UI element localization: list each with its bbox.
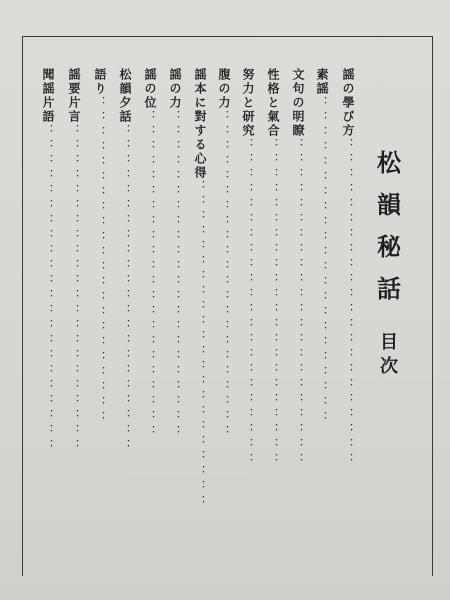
toc-leader-dots: ：：：：：：：：：：：：：：：：：：：：：： bbox=[168, 110, 182, 440]
toc-heading: 目次 bbox=[377, 332, 398, 380]
toc-entry-title: 謡本に對する心得 bbox=[193, 68, 207, 180]
toc-entry bbox=[238, 68, 258, 598]
toc-entry-title: 語り bbox=[93, 68, 107, 96]
toc-leader-dots: ：：：：：：：：：：：：：：：：：：：：：： bbox=[67, 124, 81, 454]
toc-leader-dots: ：：：：：：：：：：：：：：：：：：：：：： bbox=[118, 124, 132, 454]
toc-entry-title: 謡の位 bbox=[143, 68, 157, 110]
toc-entry-title: 素謡 bbox=[315, 68, 329, 96]
toc-entry-title: 謡要片言 bbox=[67, 68, 81, 124]
toc-leader-dots: ：：：：：：：：：：：：：：：：：：：：：： bbox=[241, 138, 255, 468]
toc-entry bbox=[38, 68, 58, 598]
toc-entry bbox=[288, 68, 308, 598]
toc-leader-dots: ：：：：：：：：：：：：：：：：：：：：：： bbox=[315, 96, 329, 426]
toc-leader-dots: ：：：：：：：：：：：：：：：：：：：：：： bbox=[266, 138, 280, 468]
toc-entry bbox=[90, 68, 110, 598]
book-title: 松韻秘話 bbox=[372, 150, 402, 318]
toc-entry-title: 謡の學び方 bbox=[341, 68, 355, 138]
toc-entry bbox=[312, 68, 332, 598]
toc-entry bbox=[214, 68, 234, 598]
toc-entry bbox=[64, 68, 84, 598]
toc-entry-title: 腹の力 bbox=[217, 68, 231, 110]
toc-entry-title: 文句の明瞭 bbox=[291, 68, 305, 138]
title-block bbox=[372, 150, 402, 380]
toc-entry bbox=[115, 68, 135, 598]
toc-entry-title: 努力と研究 bbox=[241, 68, 255, 138]
toc-leader-dots: ：：：：：：：：：：：：：：：：：：：：：： bbox=[193, 180, 207, 510]
toc-entry bbox=[140, 68, 160, 598]
toc-leader-dots: ：：：：：：：：：：：：：：：：：：：：：： bbox=[217, 110, 231, 440]
toc-entry-title: 松韻夕話 bbox=[118, 68, 132, 124]
toc-leader-dots: ：：：：：：：：：：：：：：：：：：：：：： bbox=[93, 96, 107, 426]
toc-leader-dots: ：：：：：：：：：：：：：：：：：：：：：： bbox=[291, 138, 305, 468]
toc-entry-title: 謡の力 bbox=[168, 68, 182, 110]
toc-leader-dots: ：：：：：：：：：：：：：：：：：：：：：： bbox=[341, 138, 355, 468]
toc-leader-dots: ：：：：：：：：：：：：：：：：：：：：：： bbox=[41, 124, 55, 454]
toc-entry bbox=[165, 68, 185, 598]
toc-entry bbox=[190, 68, 210, 598]
toc-entry-title: 性格と氣合 bbox=[266, 68, 280, 138]
toc-entry-title: 聞謡片語 bbox=[41, 68, 55, 124]
toc-entry bbox=[338, 68, 358, 598]
toc-entry bbox=[263, 68, 283, 598]
toc-leader-dots: ：：：：：：：：：：：：：：：：：：：：：： bbox=[143, 110, 157, 440]
